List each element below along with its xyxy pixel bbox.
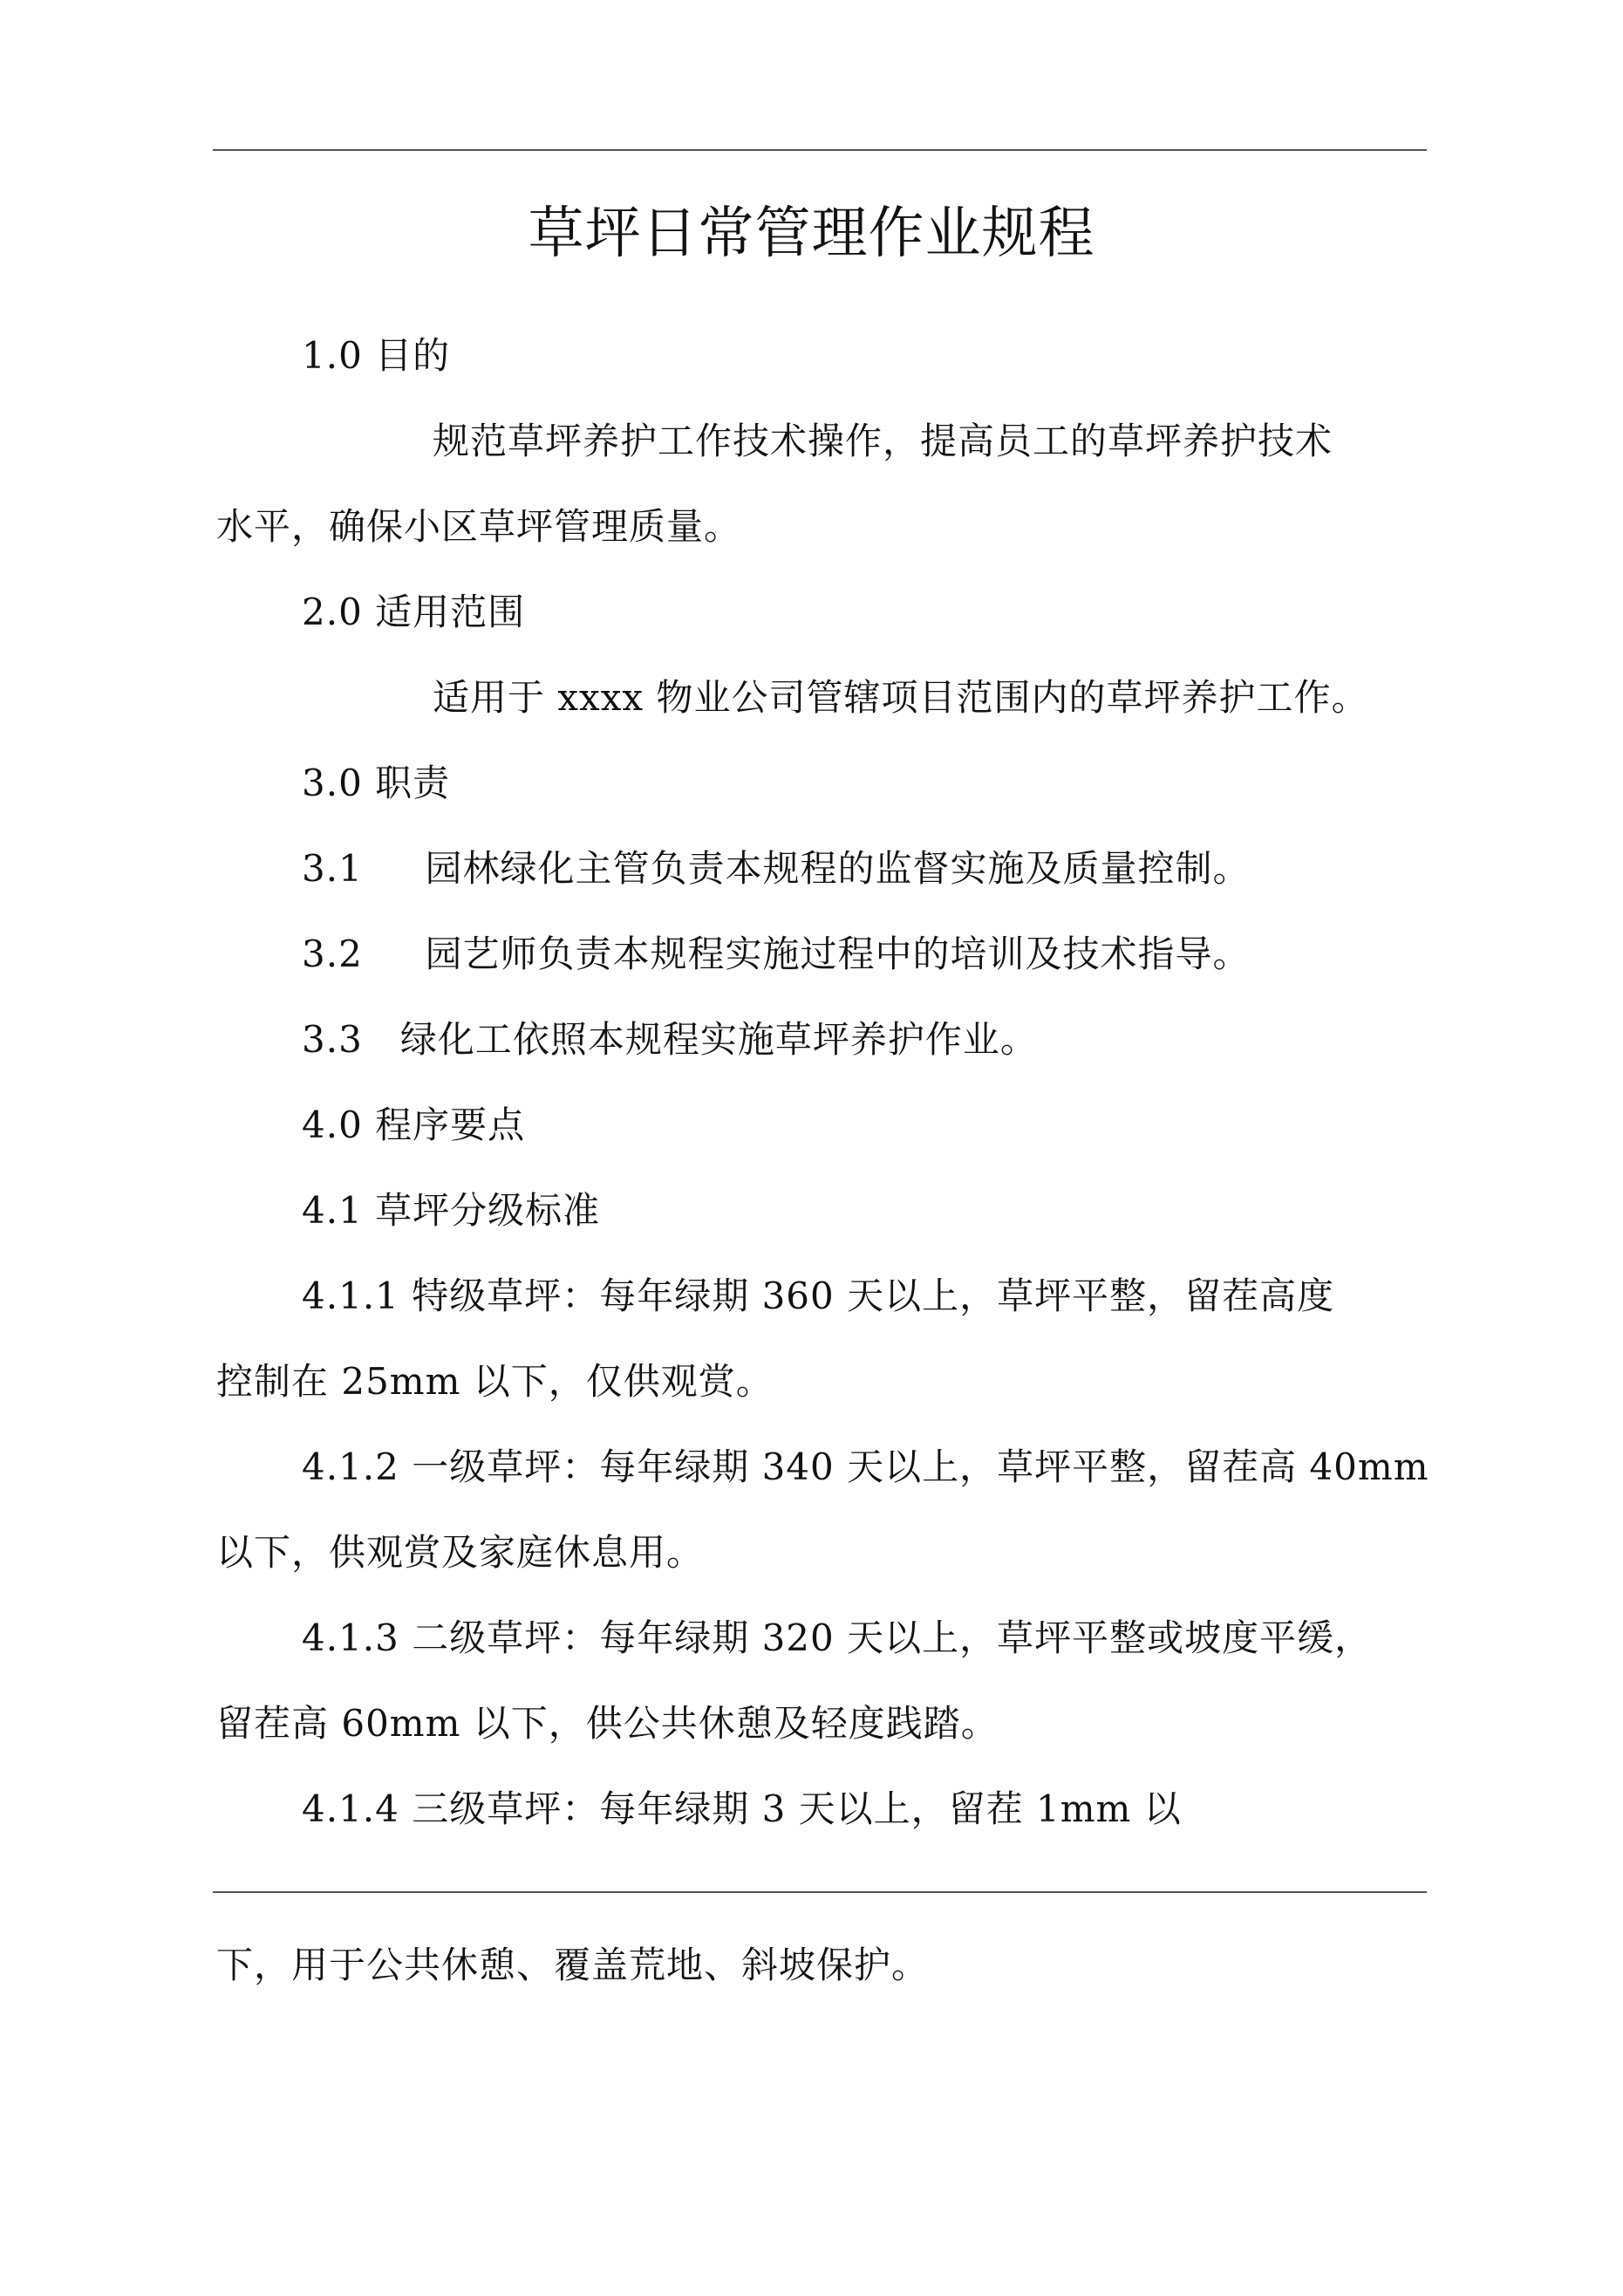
body-line: 留茬高 60mm 以下，供公共休憩及轻度践踏。 <box>216 1702 999 1745</box>
body-line: 水平，确保小区草坪管理质量。 <box>216 505 742 548</box>
next-page-line: 下，用于公共休憩、覆盖荒地、斜坡保护。 <box>216 1944 930 1986</box>
header-rule <box>213 149 1427 151</box>
body-line: 规范草坪养护工作技术操作，提高员工的草坪养护技术 <box>433 420 1333 462</box>
subsection-heading: 4.1 草坪分级标准 <box>302 1189 601 1232</box>
section-heading: 1.0 目的 <box>302 334 451 377</box>
page-break-rule <box>213 1891 1427 1893</box>
list-item: 3.3 绿化工依照本规程实施草坪养护作业。 <box>302 1018 1038 1061</box>
section-heading: 3.0 职责 <box>302 762 451 804</box>
list-item: 3.1 园林绿化主管负责本规程的监督实施及质量控制。 <box>302 847 1251 890</box>
body-line: 控制在 25mm 以下，仅供观赏。 <box>216 1360 774 1403</box>
section-heading: 4.0 程序要点 <box>302 1104 526 1146</box>
body-line: 以下，供观赏及家庭休息用。 <box>216 1531 705 1574</box>
section-heading: 2.0 适用范围 <box>302 591 526 633</box>
body-line: 适用于 xxxx 物业公司管辖项目范围内的草坪养护工作。 <box>433 676 1369 719</box>
body-line: 4.1.3 二级草坪：每年绿期 320 天以上，草坪平整或坡度平缓， <box>302 1616 1373 1659</box>
list-item: 3.2 园艺师负责本规程实施过程中的培训及技术指导。 <box>302 933 1251 975</box>
document-title: 草坪日常管理作业规程 <box>528 202 1095 266</box>
body-line: 4.1.4 三级草坪：每年绿期 3 天以上，留茬 1mm 以 <box>302 1787 1182 1830</box>
body-line: 4.1.1 特级草坪：每年绿期 360 天以上，草坪平整，留茬高度 <box>302 1274 1335 1317</box>
body-line: 4.1.2 一级草坪：每年绿期 340 天以上，草坪平整，留茬高 40mm <box>302 1445 1429 1488</box>
